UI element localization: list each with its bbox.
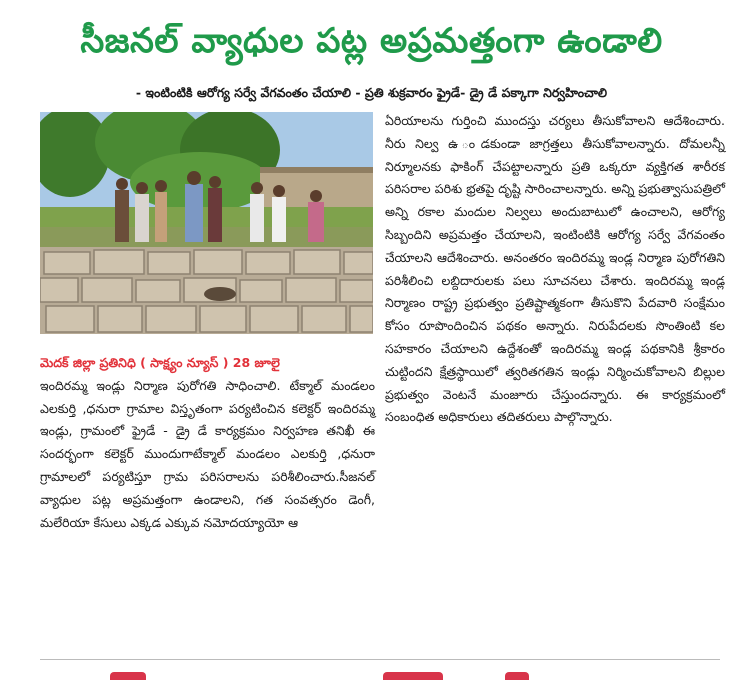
article-right-column — [385, 110, 725, 429]
headline: సీజనల్ వ్యాధుల పట్ల అప్రమత్తంగా ఉండాలి — [80, 21, 663, 61]
next-article-fragment — [505, 672, 529, 680]
dateline: మెదక్ జిల్లా ప్రతినిధి ( సాక్ష్యం న్యూస్ ) 28 జూలై — [40, 355, 280, 370]
photo-icon — [40, 112, 373, 334]
article-text-left: ఇందిరమ్మ ఇండ్లు నిర్మాణ పురోగతి సాధించాలి. టేక్మాల్ మండలం ఎలకుర్తి ,ధనురా గ్రామాల విస్తృతంగా పర్యటించిన కలెక్టర్ ఇందిరమ్మ ఇండ్లు, గ్రామంలో ఫ్రైడే - డ్రై డే కార్యక్రమం నిర్వహణ తనిఖీ ఈ సందర్భంగా కలెక్టర్ ముందుగాటేక్మాల్ మండలం ఎలకుర్తి ,ధనురా గ్రామాలలో పర్యటిస్తూ గ్రామ పరిసరాలను పరిశీలించారు.సీజనల్ వ్యాధుల పట్ల అప్రమత్తంగా ఉండాలని, గత సంవత్సరం డెంగీ, మలేరియా కేసులు ఎక్కడ ఎక్కువ నమోదయ్యాయో ఆ — [40, 377, 375, 530]
subheadline: - ఇంటింటికి ఆరోగ్య సర్వే వేగవంతం చేయాలి - ప్రతి శుక్రవారం ఫ్రైడే- డ్రై డే పక్కాగా నిర్వహించాలి — [135, 85, 608, 100]
article-left-column — [40, 352, 375, 534]
article-text-right: ఏరియాలను గుర్తించి ముందస్తు చర్యలు తీసుకోవాలని ఆదేశించారు. నీరు నిల్వ ఉ ండకుండా జాగ్రత్తలు తీసుకోవాలన్నారు. దోమలన్నీ నిర్మూలనకు ఫాకింగ్ చేపట్టాలన్నారు ప్రతి ఒక్కరూ వ్యక్తిగత శారీరక పరిసరాల పరిశు భ్రతపై దృష్టి సారించాలన్నారు. అన్ని ప్రభుత్వాసుపత్రిలో అన్ని రకాల మందుల నిల్వలు అందుబాటులో ఉంచాలని, ఆరోగ్య సిబ్బందిని అప్రమత్తం చేయాలని, ఇంటింటికి ఆరోగ్య సర్వే వేగవంతం చేయాలని ఆదేశించారు. అనంతరం ఇందిరమ్మ ఇండ్ల నిర్మాణ పురోగతిని పరిశీలించి లబ్దిదారులకు పలు సూచనలు చేశారు. ఇందిరమ్మ ఇండ్ల నిర్మాణం రాష్ట్ర ప్రభుత్వం ప్రతిష్టాత్మకంగా తీసుకొని పేదవారి సంక్షేమం కోసం రూపొందించిన పథకం అన్నారు. నిరుపేదలకు సొంతింటి కల సహకారం చేయాలని ఉద్దేశంతో ఇందిరమ్మ ఇండ్ల పథకానికి శ్రీకారం చుట్టిందని క్షేత్రస్థాయిలో త్వరితగతిన ఇండ్లు నిర్మించుకోవాలని బిల్లుల ప్రభుత్వం వెంటనే మంజూరు చేస్తుందన్నారు. ఈ కార్యక్రమంలో సంబంధిత అధికారులు తదితరులు పాల్గొన్నారు. — [385, 113, 725, 425]
next-article-fragment — [383, 672, 443, 680]
next-article-fragment — [110, 672, 146, 680]
bottom-divider — [40, 659, 720, 660]
news-photo — [40, 112, 373, 334]
